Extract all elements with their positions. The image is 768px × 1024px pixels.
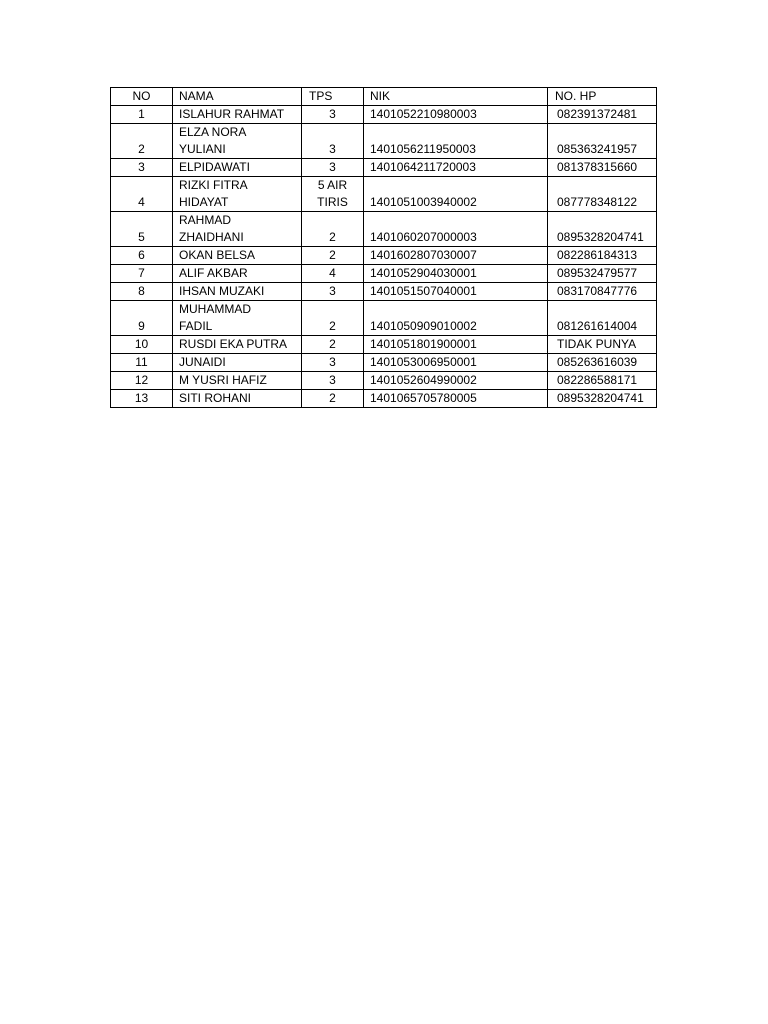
cell-tps — [302, 336, 364, 354]
cell-hp: 085363241957 — [548, 124, 657, 159]
table-row — [111, 247, 657, 265]
cell-tps-line: 3 — [329, 355, 336, 369]
cell-nik: 1401065705780005 — [364, 390, 548, 408]
cell-nama — [173, 106, 302, 124]
cell-tps — [302, 354, 364, 372]
cell-tps — [302, 390, 364, 408]
cell-no: 4 — [111, 177, 173, 212]
cell-hp: 085263616039 — [548, 354, 657, 372]
table-row — [111, 336, 657, 354]
cell-tps — [302, 301, 364, 336]
cell-tps-line: 2 — [329, 248, 336, 262]
cell-nik: 1401052904030001 — [364, 265, 548, 283]
table-row — [111, 177, 657, 212]
table-row — [111, 265, 657, 283]
cell-no: 5 — [111, 212, 173, 247]
cell-nama — [173, 124, 302, 159]
cell-nik: 1401051507040001 — [364, 283, 548, 301]
cell-tps-line: 4 — [329, 266, 336, 280]
cell-tps-line: 2 — [329, 391, 336, 405]
cell-nama — [173, 336, 302, 354]
table-row — [111, 354, 657, 372]
cell-hp: 082391372481 — [548, 106, 657, 124]
table-row — [111, 212, 657, 247]
cell-nama-line: M YUSRI HAFIZ — [179, 373, 267, 387]
cell-nama — [173, 372, 302, 390]
cell-nama-line: ELPIDAWATI — [179, 160, 250, 174]
cell-tps-line: 3 — [329, 373, 336, 387]
cell-hp: 0895328204741 — [548, 212, 657, 247]
cell-hp: 081378315660 — [548, 159, 657, 177]
cell-nik: 1401051801900001 — [364, 336, 548, 354]
cell-nama — [173, 265, 302, 283]
table-row — [111, 106, 657, 124]
cell-nama-line: ELZA NORA — [179, 125, 247, 139]
cell-no: 8 — [111, 283, 173, 301]
cell-nama-line: RUSDI EKA PUTRA — [179, 337, 288, 351]
cell-no: 6 — [111, 247, 173, 265]
cell-nama-line: MUHAMMAD — [179, 302, 251, 316]
cell-no: 1 — [111, 106, 173, 124]
table-row — [111, 159, 657, 177]
cell-no: 11 — [111, 354, 173, 372]
cell-hp: TIDAK PUNYA — [548, 336, 657, 354]
table-row — [111, 301, 657, 336]
cell-tps — [302, 372, 364, 390]
table-row — [111, 390, 657, 408]
cell-nama-line: RAHMAD — [179, 213, 232, 227]
cell-nama — [173, 354, 302, 372]
header-nik: NIK — [364, 88, 548, 106]
cell-nama-line: FADIL — [179, 319, 213, 333]
cell-nik: 1401602807030007 — [364, 247, 548, 265]
table-body — [111, 106, 657, 408]
header-hp: NO. HP — [548, 88, 657, 106]
cell-nama — [173, 159, 302, 177]
cell-nik: 1401050909010002 — [364, 301, 548, 336]
cell-hp: 087778348122 — [548, 177, 657, 212]
cell-nama-line: HIDAYAT — [179, 195, 229, 209]
cell-nik: 1401052604990002 — [364, 372, 548, 390]
cell-tps — [302, 177, 364, 212]
cell-hp: 081261614004 — [548, 301, 657, 336]
cell-tps-line: 3 — [329, 160, 336, 174]
header-nama: NAMA — [173, 88, 302, 106]
cell-nik: 1401060207000003 — [364, 212, 548, 247]
cell-nama-line: ISLAHUR RAHMAT — [179, 107, 285, 121]
cell-hp: 082286588171 — [548, 372, 657, 390]
cell-nama-line: OKAN BELSA — [179, 248, 256, 262]
contact-table — [110, 87, 657, 408]
cell-nama — [173, 177, 302, 212]
cell-nama — [173, 283, 302, 301]
cell-tps-line: 2 — [329, 319, 336, 333]
cell-no: 10 — [111, 336, 173, 354]
cell-no: 12 — [111, 372, 173, 390]
cell-tps-line: 3 — [329, 107, 336, 121]
header-tps: TPS — [302, 88, 364, 106]
cell-tps-line: 2 — [329, 230, 336, 244]
cell-nama — [173, 390, 302, 408]
cell-nama-line: RIZKI FITRA — [179, 178, 248, 192]
cell-tps — [302, 159, 364, 177]
table-header-row — [111, 88, 657, 106]
cell-nik: 1401051003940002 — [364, 177, 548, 212]
cell-hp: 0895328204741 — [548, 390, 657, 408]
cell-no: 2 — [111, 124, 173, 159]
cell-tps — [302, 124, 364, 159]
cell-nama — [173, 212, 302, 247]
cell-tps — [302, 247, 364, 265]
cell-hp: 082286184313 — [548, 247, 657, 265]
cell-nama-line: YULIANI — [179, 142, 226, 156]
cell-no: 13 — [111, 390, 173, 408]
cell-no: 3 — [111, 159, 173, 177]
cell-tps-line: 2 — [329, 337, 336, 351]
cell-tps-line: 3 — [329, 142, 336, 156]
table-row — [111, 124, 657, 159]
cell-nama — [173, 247, 302, 265]
cell-no: 7 — [111, 265, 173, 283]
cell-nik: 1401064211720003 — [364, 159, 548, 177]
cell-nama-line: JUNAIDI — [179, 355, 226, 369]
cell-nama — [173, 301, 302, 336]
table-row — [111, 283, 657, 301]
cell-hp: 089532479577 — [548, 265, 657, 283]
cell-no: 9 — [111, 301, 173, 336]
cell-tps — [302, 106, 364, 124]
cell-tps-line: TIRIS — [317, 195, 348, 209]
table-row — [111, 372, 657, 390]
cell-nama-line: ZHAIDHANI — [179, 230, 244, 244]
data-sheet — [110, 87, 657, 408]
cell-nik: 1401056211950003 — [364, 124, 548, 159]
cell-hp: 083170847776 — [548, 283, 657, 301]
cell-tps-line: 5 AIR — [317, 178, 348, 192]
cell-nik: 1401053006950001 — [364, 354, 548, 372]
cell-nama-line: IHSAN MUZAKI — [179, 284, 265, 298]
cell-tps — [302, 265, 364, 283]
cell-nama-line: SITI ROHANI — [179, 391, 252, 405]
cell-tps — [302, 212, 364, 247]
cell-nama-line: ALIF AKBAR — [179, 266, 248, 280]
cell-tps-line: 3 — [329, 284, 336, 298]
cell-tps — [302, 283, 364, 301]
header-no: NO — [111, 88, 173, 106]
cell-nik: 1401052210980003 — [364, 106, 548, 124]
